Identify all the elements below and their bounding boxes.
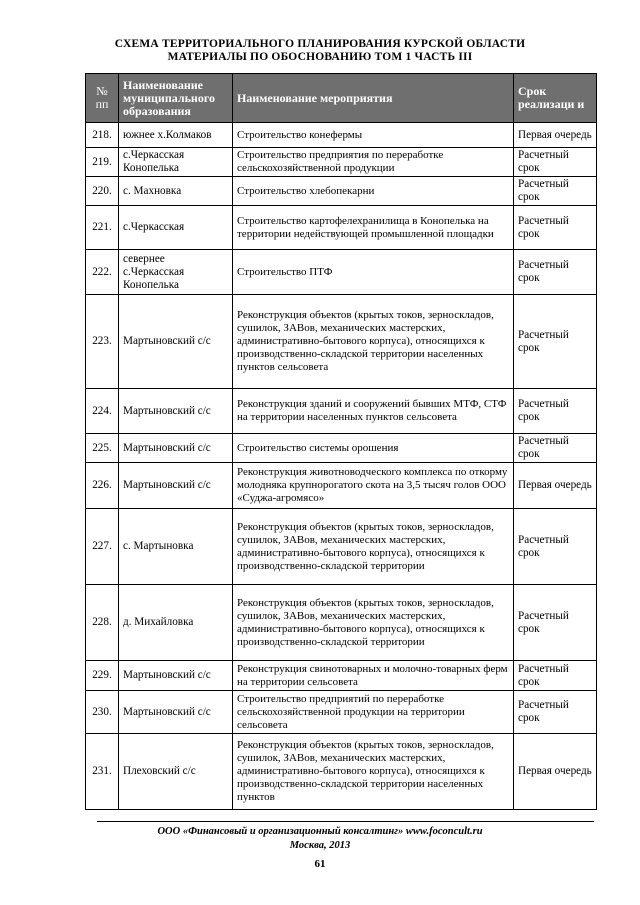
cell-event: Реконструкция зданий и сооружений бывших МТФ, СТФ на территории населенных пунктов сельсовета (233, 389, 514, 434)
table-row (86, 389, 597, 434)
cell-term: Расчетный срок (514, 148, 597, 177)
cell-term: Первая очередь (514, 123, 597, 148)
cell-municipality: с. Мартыновка (119, 509, 233, 585)
page-header (0, 38, 640, 64)
column-header-term: Срок реализаци и (514, 74, 597, 123)
cell-event: Строительство предприятий по переработке сельскохозяйственной продукции на территории сельсовета (233, 691, 514, 734)
cell-event: Реконструкция объектов (крытых токов, зерноскладов, сушилок, ЗАВов, механических мастерских, административно-бытового корпуса), относящихся к производственно-складской территории (233, 509, 514, 585)
cell-term: Расчетный срок (514, 585, 597, 661)
footer-divider (97, 821, 594, 822)
table-row (86, 434, 597, 463)
cell-num: 228. (86, 585, 119, 661)
cell-event: Реконструкция объектов (крытых токов, зерноскладов, сушилок, ЗАВов, механических мастерских, административно-бытового корпуса), относящихся к производственно-складской территории населенных пунктов (233, 734, 514, 810)
cell-municipality: южнее х.Колмаков (119, 123, 233, 148)
cell-municipality: Мартыновский с/с (119, 434, 233, 463)
cell-term: Расчетный срок (514, 177, 597, 206)
cell-term: Расчетный срок (514, 250, 597, 295)
cell-municipality: д. Михайловка (119, 585, 233, 661)
cell-event: Реконструкция объектов (крытых токов, зерноскладов, сушилок, ЗАВов, механических мастерских, административно-бытового корпуса), относящихся к производственно-складской территории (233, 585, 514, 661)
cell-municipality: с.Черкасская Конопелька (119, 148, 233, 177)
table-row (86, 177, 597, 206)
document-subtitle: МАТЕРИАЛЫ ПО ОБОСНОВАНИЮ ТОМ 1 ЧАСТЬ III (167, 51, 473, 63)
cell-municipality: Плеховский с/с (119, 734, 233, 810)
cell-num: 230. (86, 691, 119, 734)
table-row (86, 123, 597, 148)
cell-event: Строительство системы орошения (233, 434, 514, 463)
table-row (86, 691, 597, 734)
cell-municipality: Мартыновский с/с (119, 295, 233, 389)
table-row (86, 148, 597, 177)
cell-municipality: Мартыновский с/с (119, 389, 233, 434)
measures-table (85, 73, 597, 810)
cell-term: Расчетный срок (514, 206, 597, 250)
cell-num: 221. (86, 206, 119, 250)
cell-term: Расчетный срок (514, 295, 597, 389)
cell-municipality: севернее с.Черкасская Конопелька (119, 250, 233, 295)
cell-municipality: Мартыновский с/с (119, 661, 233, 691)
cell-num: 223. (86, 295, 119, 389)
table-row (86, 661, 597, 691)
cell-term: Первая очередь (514, 463, 597, 509)
table-row (86, 734, 597, 810)
cell-num: 222. (86, 250, 119, 295)
cell-event: Реконструкция животноводческого комплекса по откорму молодняка крупнорогатого скота на 3,5 тысяч голов ООО «Суджа-агромясо» (233, 463, 514, 509)
cell-term: Расчетный срок (514, 509, 597, 585)
cell-municipality: с.Черкасская (119, 206, 233, 250)
cell-num: 225. (86, 434, 119, 463)
cell-event: Реконструкция объектов (крытых токов, зерноскладов, сушилок, ЗАВов, механических мастерских, административно-бытового корпуса), относящихся к производственно-складской территории населенных пунктов сельсовета (233, 295, 514, 389)
table-body (86, 123, 597, 810)
cell-num: 219. (86, 148, 119, 177)
cell-num: 227. (86, 509, 119, 585)
cell-term: Первая очередь (514, 734, 597, 810)
column-header-num: № пп (86, 74, 119, 123)
cell-num: 218. (86, 123, 119, 148)
column-header-municipality: Наименование муниципального образования (119, 74, 233, 123)
cell-term: Расчетный срок (514, 434, 597, 463)
table-header-row (86, 74, 597, 123)
table-row (86, 295, 597, 389)
cell-event: Строительство предприятия по переработке сельскохозяйственной продукции (233, 148, 514, 177)
table-row (86, 463, 597, 509)
cell-event: Строительство хлебопекарни (233, 177, 514, 206)
footer-city-year: Москва, 2013 (289, 840, 351, 851)
cell-municipality: с. Махновка (119, 177, 233, 206)
document-title: СХЕМА ТЕРРИТОРИАЛЬНОГО ПЛАНИРОВАНИЯ КУРСКОЙ ОБЛАСТИ (114, 38, 526, 50)
table-row (86, 585, 597, 661)
cell-num: 220. (86, 177, 119, 206)
cell-term: Расчетный срок (514, 389, 597, 434)
cell-event: Строительство картофелехранилища в Конопелька на территории недействующей промышленной площадки (233, 206, 514, 250)
footer-organization: ООО «Финансовый и организационный консалтинг» www.foconcult.ru (157, 826, 483, 837)
cell-municipality: Мартыновский с/с (119, 691, 233, 734)
cell-num: 226. (86, 463, 119, 509)
cell-term: Расчетный срок (514, 661, 597, 691)
table-row (86, 250, 597, 295)
page-footer (0, 825, 640, 853)
table-row (86, 509, 597, 585)
cell-term: Расчетный срок (514, 691, 597, 734)
cell-event: Строительство конефермы (233, 123, 514, 148)
cell-event: Реконструкция свинотоварных и молочно-товарных ферм на территории сельсовета (233, 661, 514, 691)
cell-num: 229. (86, 661, 119, 691)
cell-event: Строительство ПТФ (233, 250, 514, 295)
page-number: 61 (314, 858, 326, 870)
table-row (86, 206, 597, 250)
cell-num: 224. (86, 389, 119, 434)
cell-municipality: Мартыновский с/с (119, 463, 233, 509)
cell-num: 231. (86, 734, 119, 810)
column-header-event: Наименование мероприятия (233, 74, 514, 123)
